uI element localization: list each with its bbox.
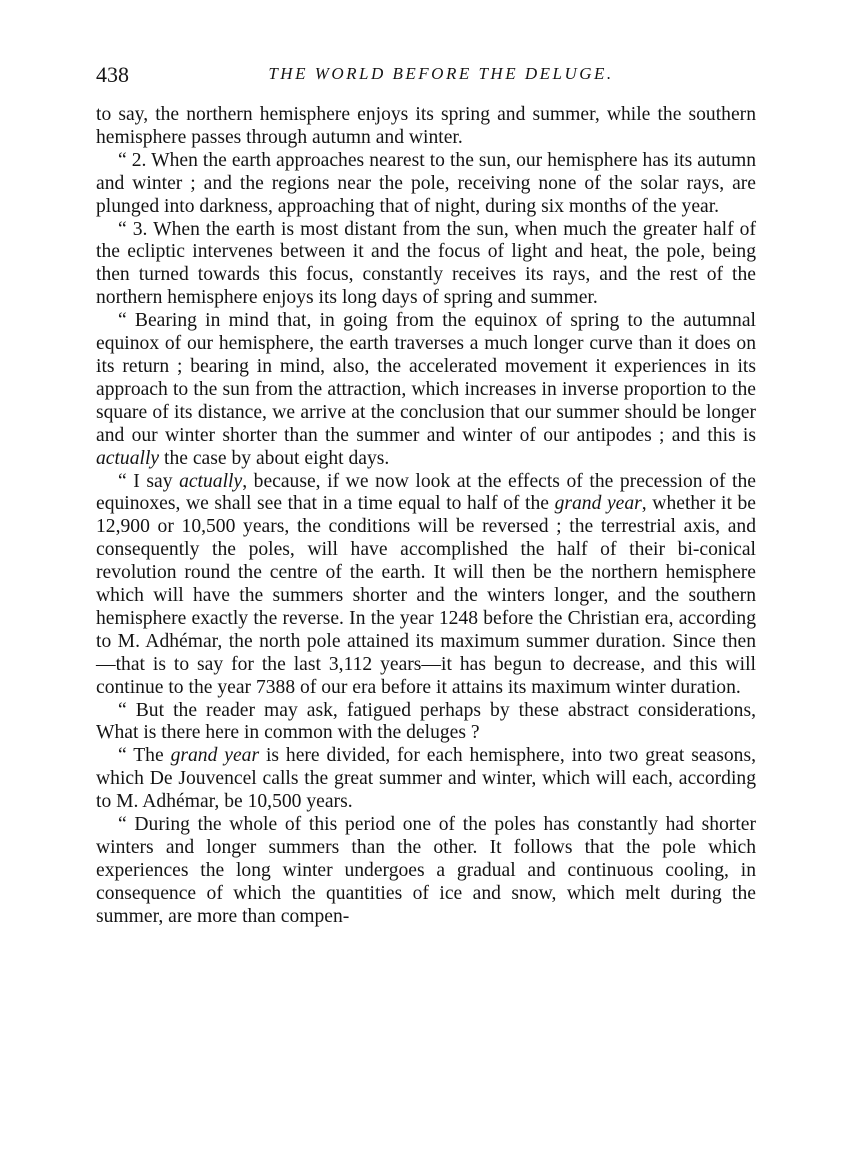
paragraph	[96, 745, 756, 814]
text-run: “ 3. When the earth is most distant from the sun, when much the greater half of the ecliptic intervenes between it and the focus of light and heat, the pole, being then turned towards this focus, constantly receives its rays, and the rest of the northern hemisphere enjoys its long days of spring and summer.	[96, 218, 756, 309]
page-header	[96, 58, 756, 92]
book-page	[96, 58, 756, 929]
text-run: , whether it be 12,900 or 10,500 years, the conditions will be reversed ; the terrestrial axis, and consequently the poles, will have accomplished the half of their bi-conical revolution round the centre of the earth. It will then be the northern hemisphere which will have the summers shorter and the winters longer, and the southern hemisphere exactly the reverse. In the year 1248 before the Christian era, according to M. Adhémar, the north pole attained its maximum summer duration. Since then—that is to say for the last 3,112 years—it has begun to decrease, and this will continue to the year 7388 of our era before it attains its maximum winter duration.	[96, 493, 756, 698]
body-text	[96, 104, 756, 929]
text-run: “ I say	[118, 470, 180, 492]
paragraph	[96, 814, 756, 929]
text-run: “ During the whole of this period one of the poles has constantly had shorter winters and longer summers than the other. It follows that the pole which experiences the long winter undergoes a gradual and continuous cooling, in consequence of which the quantities of ice and snow, which melt during the summer, are more than compen-	[96, 814, 756, 927]
paragraph	[96, 219, 756, 311]
italic-text: actually	[179, 470, 243, 492]
text-run: , because, if we now look at the effects of the precession of the equinoxes, we shall see that in a time equal to half of the	[96, 470, 756, 515]
paragraph	[96, 310, 756, 470]
italic-text: grand year	[554, 493, 642, 515]
paragraph	[96, 150, 756, 219]
running-title: THE WORLD BEFORE THE DELUGE.	[268, 64, 614, 83]
text-run: “ But the reader may ask, fatigued perhaps by these abstract considerations, What is there here in common with the deluges ?	[96, 699, 756, 744]
italic-text: actually	[96, 447, 160, 469]
text-run: to say, the northern hemisphere enjoys its spring and summer, while the southern hemisphere passes through autumn and winter.	[96, 104, 756, 148]
text-run: “ The	[118, 745, 171, 767]
page-number: 438	[96, 62, 129, 87]
text-run: “ Bearing in mind that, in going from the equinox of spring to the autumnal equinox of our hemisphere, the earth traverses a much longer curve than it does on its return ; bearing in mind, also, the accelerated movement it experiences in its approach to the sun from the attraction, which increases in inverse proportion to the square of its distance, we arrive at the conclusion that our summer should be longer and our winter shorter than the summer and winter of our antipodes ; and this is	[96, 310, 756, 446]
text-run: “ 2. When the earth approaches nearest to the sun, our hemisphere has its autumn and winter ; and the regions near the pole, receiving none of the solar rays, are plunged into darkness, approaching that of night, during six months of the year.	[96, 149, 756, 217]
paragraph	[96, 471, 756, 700]
paragraph	[96, 104, 756, 150]
text-run: is here divided, for each hemisphere, into two great seasons, which De Jouvencel calls the great summer and winter, which will each, according to M. Adhémar, be 10,500 years.	[96, 745, 757, 813]
italic-text: grand year	[170, 745, 260, 767]
text-run: the case by about eight days.	[159, 447, 390, 469]
paragraph	[96, 700, 756, 746]
